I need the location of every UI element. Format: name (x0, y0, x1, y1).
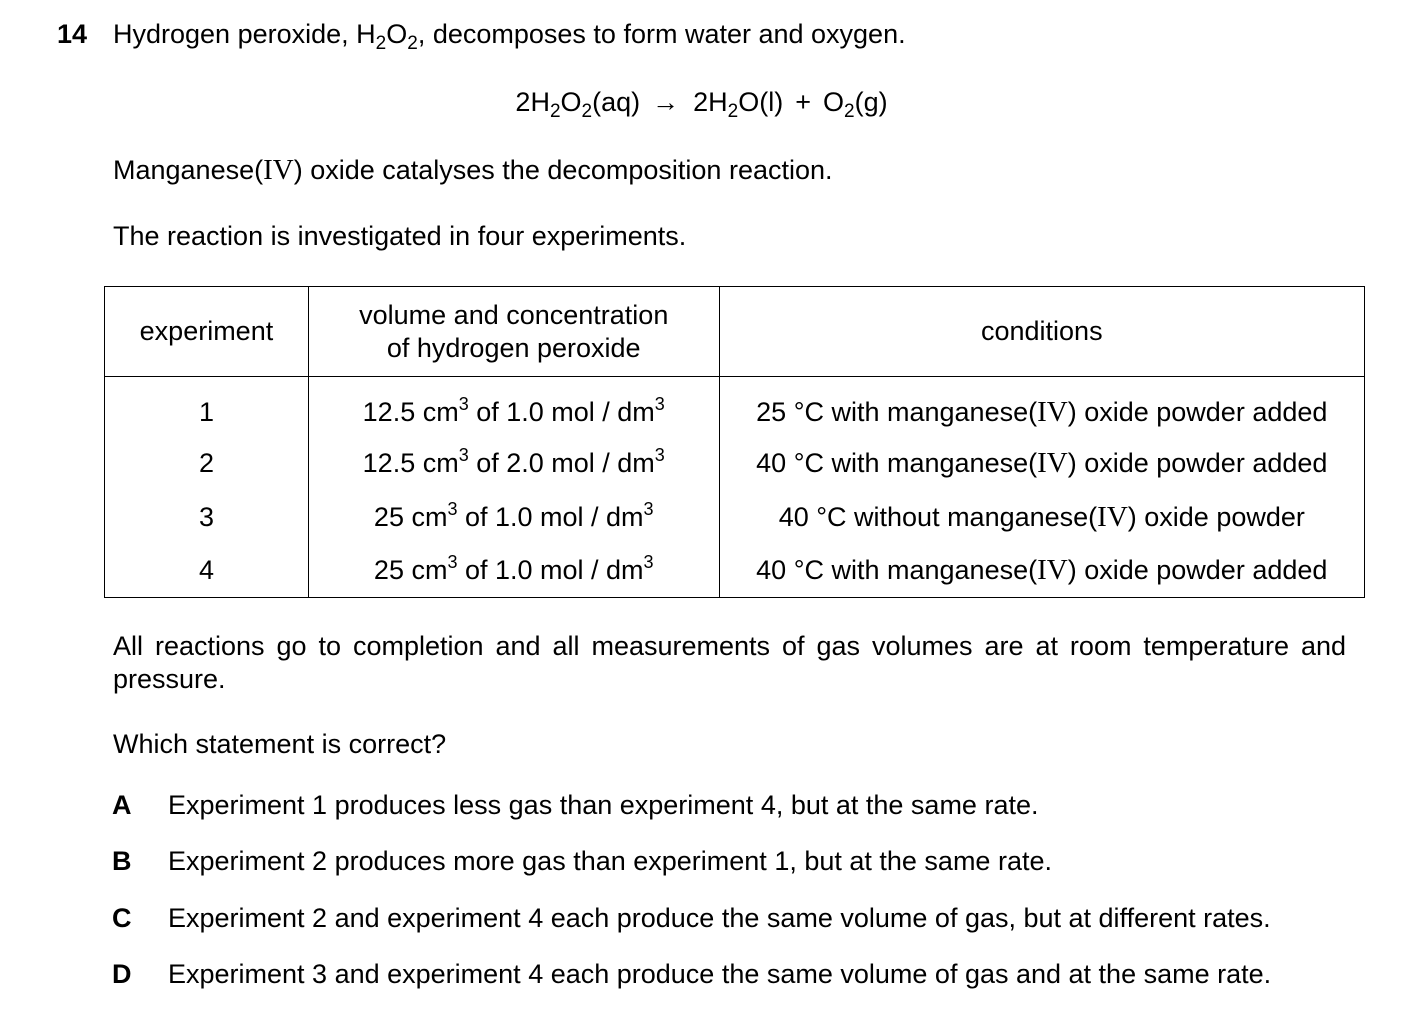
cell-experiment: 3 (105, 490, 309, 544)
concentration-value: of 1.0 mol / dm (457, 555, 644, 585)
catalyst-roman: IV (263, 154, 294, 186)
reaction-arrow: → (652, 87, 680, 117)
eq-product1-coeff: 2H (693, 87, 728, 117)
table-row (105, 490, 1365, 544)
option-a-text[interactable]: Experiment 1 produces less gas than experiment 4, but at the same rate. (168, 790, 1039, 820)
header-conditions: conditions (719, 287, 1364, 377)
header-volume-concentration (308, 287, 719, 377)
cell-experiment: 2 (105, 436, 309, 490)
cell-volume (308, 377, 719, 437)
volume-superscript: 3 (447, 498, 458, 519)
concentration-superscript: 3 (654, 394, 665, 414)
cell-experiment: 1 (105, 377, 309, 437)
option-b-letter[interactable]: B (112, 846, 132, 876)
volume-value: 25 cm (373, 555, 448, 585)
eq-product2-sub: 2 (844, 101, 855, 122)
table-header-row (105, 287, 1365, 377)
intro-mid: O (386, 19, 408, 49)
volume-value: 12.5 cm (362, 397, 459, 427)
catalyst-statement (113, 154, 833, 187)
eq-reactant-coeff: 2H (515, 87, 550, 117)
eq-product2-state: (g) (854, 87, 888, 117)
conditions-roman: IV (1097, 500, 1128, 533)
cell-conditions (719, 436, 1364, 490)
header-experiment: experiment (105, 287, 309, 377)
option-b-text[interactable]: Experiment 2 produces more gas than experiment 1, but at the same rate. (168, 846, 1052, 876)
intro-subscript-2: 2 (407, 33, 418, 54)
intro-post: , decomposes to form water and oxygen. (417, 19, 906, 49)
conditions-pre: 40 °C without manganese( (778, 501, 1098, 532)
table-row (105, 377, 1365, 437)
conditions-pre: 40 °C with manganese( (756, 447, 1038, 478)
conditions-pre: 25 °C with manganese( (756, 397, 1038, 427)
header-volume-line2: of hydrogen peroxide (386, 332, 641, 363)
concentration-superscript: 3 (643, 498, 654, 519)
eq-reactant-state: (aq) (592, 87, 641, 117)
cell-volume (308, 544, 719, 598)
catalyst-pre: Manganese( (113, 155, 264, 185)
conditions-roman: IV (1037, 396, 1068, 428)
option-d-text[interactable]: Experiment 3 and experiment 4 each produce the same volume of gas and at the same rate. (168, 959, 1272, 989)
investigation-statement: The reaction is investigated in four experiments. (113, 221, 687, 251)
eq-reactant-sub-1: 2 (549, 101, 561, 122)
eq-product1-rest: O(l) (738, 87, 784, 117)
conditions-post: ) oxide powder (1127, 501, 1305, 532)
conditions-roman: IV (1037, 446, 1068, 479)
header-volume-line1: volume and concentration (359, 299, 669, 330)
concentration-value: of 1.0 mol / dm (457, 501, 644, 532)
conditions-post: ) oxide powder added (1067, 447, 1328, 478)
cell-conditions (719, 544, 1364, 598)
intro-subscript-1: 2 (375, 33, 387, 54)
eq-reactant-o: O (560, 87, 582, 117)
concentration-value: of 2.0 mol / dm (468, 447, 655, 478)
eq-product1-sub: 2 (727, 101, 739, 122)
completion-statement: All reactions go to completion and all measurements of gas volumes are at room temperature and pressure. (113, 631, 1346, 694)
option-c-text[interactable]: Experiment 2 and experiment 4 each produce the same volume of gas, but at different rates. (168, 903, 1271, 933)
option-d-letter[interactable]: D (112, 959, 132, 989)
eq-reactant-sub-2: 2 (581, 101, 593, 122)
eq-plus: + (795, 87, 811, 117)
cell-experiment: 4 (105, 544, 309, 598)
volume-value: 25 cm (373, 501, 448, 532)
catalyst-post: ) oxide catalyses the decomposition reaction. (293, 155, 833, 185)
option-a-letter[interactable]: A (112, 790, 132, 820)
question-number: 14 (57, 19, 88, 49)
concentration-value: of 1.0 mol / dm (468, 397, 655, 427)
cell-volume (308, 436, 719, 490)
question-intro (113, 19, 906, 54)
volume-value: 12.5 cm (362, 447, 459, 478)
volume-superscript: 3 (447, 552, 458, 572)
concentration-superscript: 3 (654, 444, 665, 465)
concentration-superscript: 3 (643, 552, 654, 572)
experiments-table (104, 286, 1365, 598)
intro-pre: Hydrogen peroxide, H (113, 19, 376, 49)
conditions-roman: IV (1037, 554, 1068, 586)
cell-volume (308, 490, 719, 544)
conditions-post: ) oxide powder added (1067, 555, 1328, 585)
conditions-post: ) oxide powder added (1067, 397, 1328, 427)
cell-conditions (719, 377, 1364, 437)
table-row (105, 436, 1365, 490)
volume-superscript: 3 (458, 394, 469, 414)
eq-product2-o: O (822, 87, 844, 117)
table-row (105, 544, 1365, 598)
reaction-equation (0, 87, 1403, 122)
conditions-pre: 40 °C with manganese( (756, 555, 1038, 585)
volume-superscript: 3 (458, 444, 469, 465)
option-c-letter[interactable]: C (112, 903, 132, 933)
question-prompt: Which statement is correct? (113, 729, 447, 759)
cell-conditions (719, 490, 1364, 544)
